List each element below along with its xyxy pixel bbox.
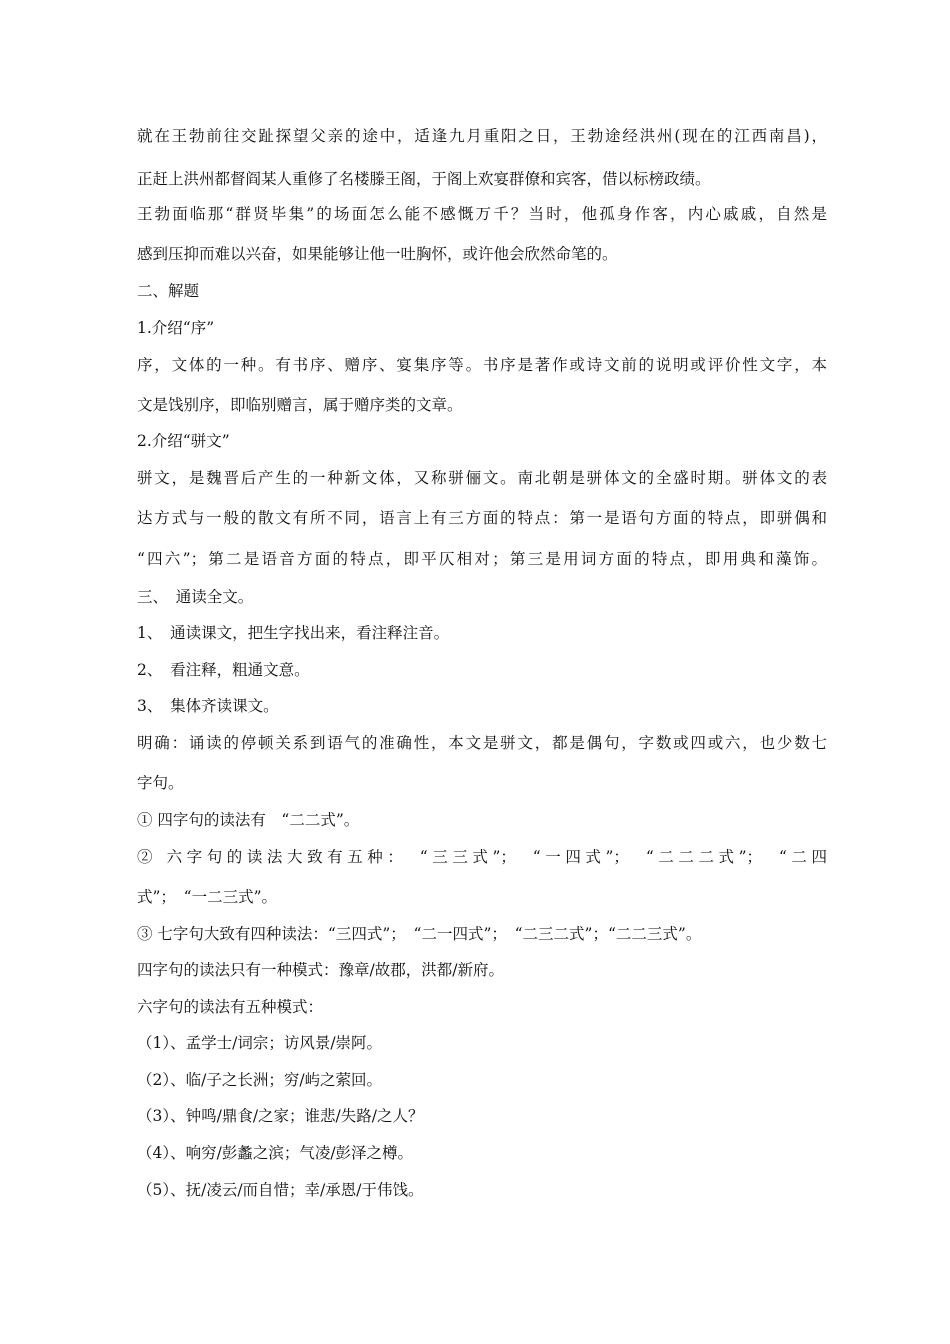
text-line: 就在王勃前往交趾探望父亲的途中，适逢九月重阳之日，王勃途经洪州(现在的江西南昌)，: [137, 127, 827, 145]
text-line: 骈文，是魏晋后产生的一种新文体，又称骈俪文。南北朝是骈体文的全盛时期。骈体文的表: [137, 469, 827, 487]
text-line: 正赶上洪州都督阎某人重修了名楼滕王阁，于阁上欢宴群僚和宾客，借以标榜政绩。: [137, 170, 711, 188]
section-heading: 三、 通读全文。: [137, 588, 254, 606]
list-item: ① 四字句的读法有 “二二式”。: [137, 811, 360, 829]
text-line: 明确：诵读的停顿关系到语气的准确性，本文是骈文，都是偶句，字数或四或六，也少数七: [137, 734, 827, 752]
list-item: ② 六字句的读法大致有五种： “三三式”； “一四式”； “二二二式”； “二四: [137, 848, 827, 866]
text-line: 字句。: [137, 774, 184, 792]
subsection-heading: 2.介绍“骈文”: [137, 432, 230, 450]
text-line: 六字句的读法有五种模式：: [137, 998, 324, 1016]
list-item: （4）、响穷/彭蠡之滨；气凌/彭泽之樽。: [137, 1144, 414, 1162]
text-line: “四六”；第二是语音方面的特点，即平仄相对；第三是用词方面的特点，即用典和藻饰。: [137, 550, 827, 568]
list-item: （5）、抚/凌云/而自惜；幸/承恩/于伟饯。: [137, 1181, 424, 1199]
text-line: 序，文体的一种。有书序、赠序、宴集序等。书序是著作或诗文前的说明或评价性文字，本: [137, 356, 827, 374]
text-line: 达方式与一般的散文有所不同，语言上有三方面的特点：第一是语句方面的特点，即骈偶和: [137, 509, 827, 527]
section-heading: 二、解题: [137, 282, 200, 300]
list-item: 3、 集体齐读课文。: [137, 697, 279, 715]
text-line: 文是饯别序，即临别赠言，属于赠序类的文章。: [137, 396, 463, 414]
list-item: 2、 看注释，粗通文意。: [137, 661, 310, 679]
text-line: 四字句的读法只有一种模式：豫章/故郡，洪都/新府。: [137, 961, 504, 979]
list-item: （2）、临/子之长洲；穷/屿之萦回。: [137, 1071, 383, 1089]
text-line: 王勃面临那“群贤毕集”的场面怎么能不感慨万千？当时，他孤身作客，内心戚戚，自然是: [137, 205, 827, 223]
subsection-heading: 1.介绍“序”: [137, 319, 215, 337]
list-item: （1）、孟学士/词宗；访风景/崇阿。: [137, 1034, 383, 1052]
text-line: 式”； “一二三式”。: [137, 888, 278, 906]
list-item: 1、 通读课文，把生字找出来，看注释注音。: [137, 624, 450, 642]
list-item: ③ 七字句大致有四种读法：“三四式”； “二一四式”； “二三二式”；“二二三式”。: [137, 925, 702, 943]
list-item: （3）、钟鸣/鼎食/之家；谁悲/失路/之人？: [137, 1107, 424, 1125]
text-line: 感到压抑而难以兴奋，如果能够让他一吐胸怀，或许他会欣然命笔的。: [137, 245, 618, 263]
